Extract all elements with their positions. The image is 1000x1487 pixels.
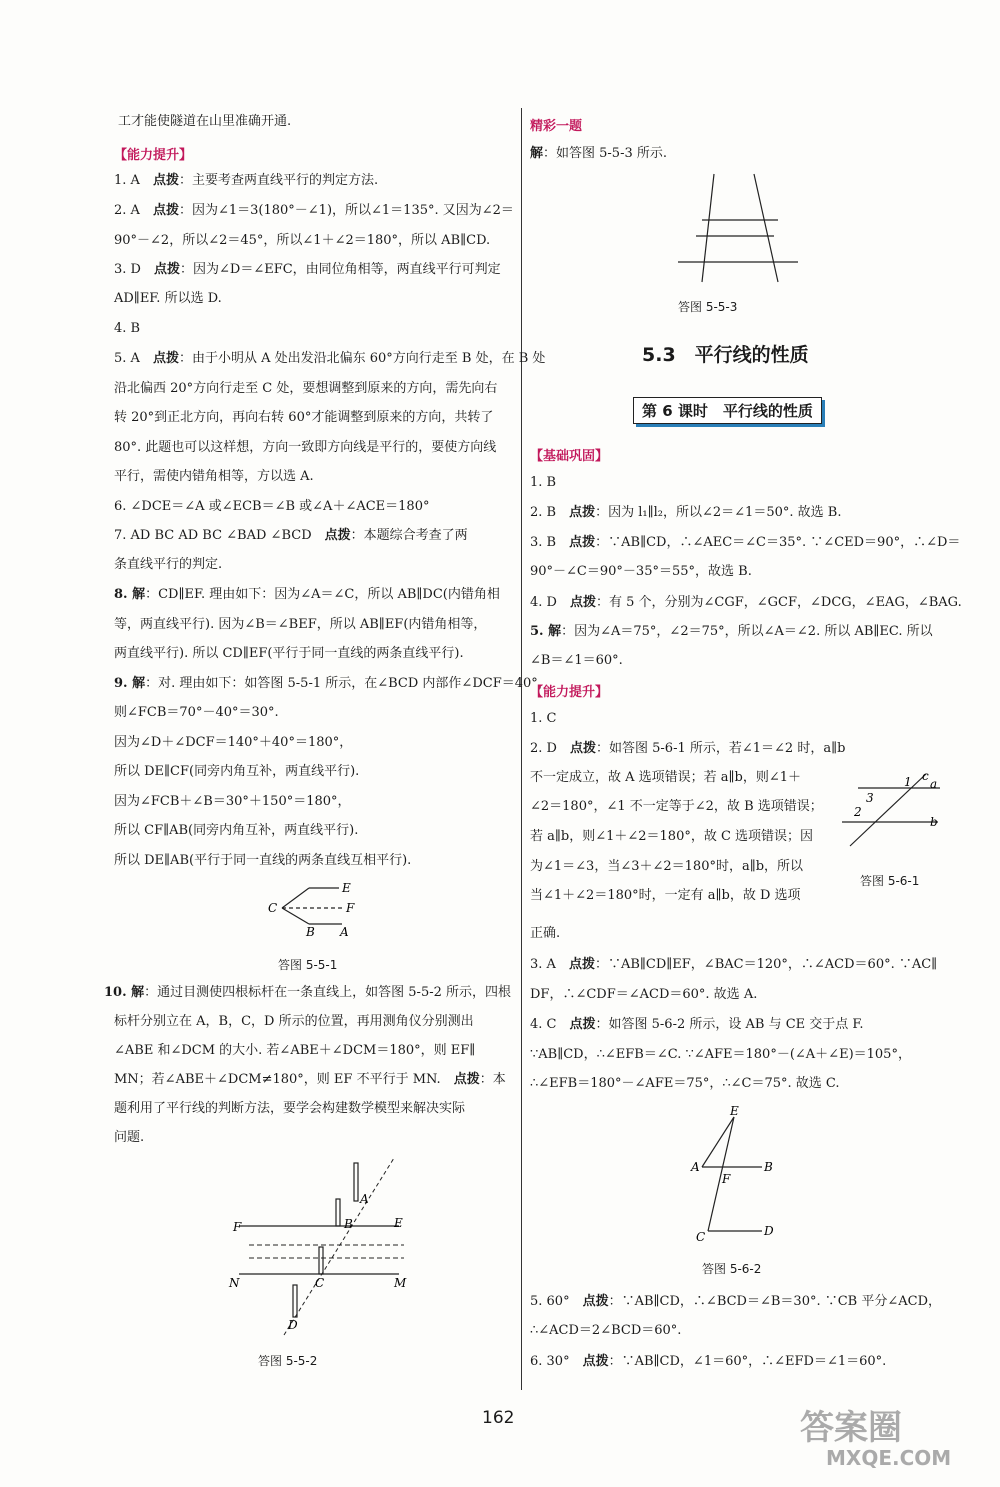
answer-10-cont-5: 问题. [114,1130,145,1145]
answer-3-cont: AD∥EF. 所以选 D. [114,291,222,306]
fig1-label-c: C [268,901,278,915]
ability-answer-3: 3. A 点拨：∵AB∥CD∥EF，∠BAC＝120°，∴∠ACD＝60°. ∵AC∥ [530,957,938,972]
caption-5-6-2: 答图 5-6-2 [702,1262,762,1276]
answer-8: 8. 解：CD∥EF. 理由如下：因为∠A＝∠C，所以 AB∥DC(内错角相 [114,587,500,602]
fig2-label-c: C [315,1276,325,1290]
fig1-label-a: A [340,925,349,938]
basic-answer-3-cont: 90°－∠C＝90°－35°＝55°，故选 B. [530,564,752,579]
ability-answer-4-cont-1: ∵AB∥CD，∴∠EFB＝∠C. ∵∠AFE＝180°－(∠A＋∠E)＝105°， [530,1047,911,1062]
answer-10: 10. 解：通过目测使四根标杆在一条直线上，如答图 5-5-2 所示，四根 [104,985,512,1000]
caption-5-6-1: 答图 5-6-1 [860,874,920,888]
basic-answer-1: 1. B [530,475,557,490]
answer-10-cont-4: 题利用了平行线的判断方法，要学会构建数学模型来解决实际 [114,1101,466,1116]
figure-5-6-1 [838,770,948,870]
answer-10-cont-1: 标杆分别立在 A，B，C，D 所示的位置，再用测角仪分别测出 [114,1014,474,1029]
fig4-label-a: a [930,777,938,791]
fig5-label-f: F [722,1172,731,1186]
section-heading-ability-2: 【能力提升】 [530,685,609,700]
section-heading-ability: 【能力提升】 [114,148,193,163]
fig2-label-a: A [360,1192,369,1206]
fig4-label-3: 3 [866,791,874,805]
answer-5-cont-1: 沿北偏西 20°方向行走至 C 处，要想调整到原来的方向，需先向右 [114,381,498,396]
basic-answer-4: 4. D 点拨：有 5 个，分别为∠CGF，∠GCF，∠DCG，∠EAG，∠BAG. [530,595,962,610]
fig4-label-b: b [930,815,938,829]
ability-answer-5-cont: ∴∠ACD＝2∠BCD＝60°. [530,1323,682,1338]
fig2-label-n: N [229,1276,240,1290]
answer-2-cont: 90°－∠2，所以∠2＝45°，所以∠1＋∠2＝180°，所以 AB∥CD. [114,233,491,248]
ability-answer-2-cont-6: 正确. [530,926,561,941]
fig5-label-e: E [730,1105,739,1118]
ability-answer-2-cont-4: 为∠1＝∠3，当∠3＋∠2＝180°时，a∥b，所以 [530,859,804,874]
fig5-label-d: D [764,1224,774,1238]
answer-9-cont-4: 因为∠FCB＋∠B＝30°＋150°＝180°， [114,794,351,809]
answer-9-cont-3: 所以 DE∥CF(同旁内角互补，两直线平行). [114,764,360,779]
fig4-label-1: 1 [904,775,912,789]
fig4-label-c: c [922,770,929,783]
lesson-title: 第 6 课时 平行线的性质 [633,397,822,424]
watermark-logo: 答案圈 [800,1408,902,1448]
ability-answer-2-cont-1: 不一定成立，故 A 选项错误；若 a∥b，则∠1＋ [530,770,802,785]
ability-answer-4: 4. C 点拨：如答图 5-6-2 所示，设 AB 与 CE 交于点 F. [530,1017,864,1032]
answer-9-cont-2: 因为∠D＋∠DCF＝140°＋40°＝180°， [114,735,353,750]
ability-answer-5: 5. 60° 点拨：∵AB∥CD，∴∠BCD＝∠B＝30°. ∵CB 平分∠ACD， [530,1294,942,1309]
page-number: 162 [482,1408,515,1428]
ability-answer-2: 2. D 点拨：如答图 5-6-1 所示，若∠1＝∠2 时，a∥b [530,741,846,756]
fig4-label-2: 2 [854,805,862,819]
answer-9-cont-1: 则∠FCB＝70°－40°＝30°. [114,705,279,720]
ability-answer-2-cont-3: 若 a∥b，则∠1＋∠2＝180°，故 C 选项错误；因 [530,829,814,844]
fig2-label-m: M [394,1276,407,1290]
answer-1: 1. A 点拨：主要考查两直线平行的判定方法. [114,173,379,188]
answer-7: 7. AD BC AD BC ∠BAD ∠BCD 点拨：本题综合考查了两 [114,528,468,543]
basic-answer-5-cont: ∠B＝∠1＝60°. [530,653,623,668]
fig2-label-e: E [394,1216,403,1230]
answer-5: 5. A 点拨：由于小明从 A 处出发沿北偏东 60°方向行走至 B 处，在 B 处 [114,351,546,366]
figure-5-5-3 [674,170,804,290]
fig2-label-f: F [233,1220,242,1234]
ability-answer-4-cont-2: ∴∠EFB＝180°－∠AFE＝75°，∴∠C＝75°. 故选 C. [530,1076,840,1091]
section-heading-basic: 【基础巩固】 [530,449,609,464]
answer-8-cont-2: 两直线平行). 所以 CD∥EF(平行于同一直线的两条直线平行). [114,646,464,661]
highlight-solution: 解：如答图 5-5-3 所示. [530,146,668,161]
ability-answer-2-cont-2: ∠2＝180°，∠1 不一定等于∠2，故 B 选项错误； [530,799,823,814]
answer-8-cont-1: 等，两直线平行). 因为∠B＝∠BEF，所以 AB∥EF(内错角相等， [114,617,487,632]
answer-5-cont-4: 平行，需使内错角相等，方以选 A. [114,469,314,484]
fig5-label-c: C [696,1230,706,1244]
answer-9: 9. 解：对. 理由如下：如答图 5-5-1 所示，在∠BCD 内部作∠DCF＝40°， [114,676,551,691]
ability-answer-2-cont-5: 当∠1＋∠2＝180°时，一定有 a∥b，故 D 选项 [530,888,801,903]
figure-5-5-1 [264,878,374,938]
caption-5-5-1: 答图 5-5-1 [278,958,338,972]
answer-3: 3. D 点拨：因为∠D＝∠EFC，由同位角相等，两直线平行可判定 [114,262,501,277]
basic-answer-5: 5. 解：因为∠A＝75°，∠2＝75°，所以∠A＝∠2. 所以 AB∥EC. 所以 [530,624,933,639]
caption-5-5-3: 答图 5-5-3 [678,300,738,314]
caption-5-5-2: 答图 5-5-2 [258,1354,318,1368]
answer-9-cont-6: 所以 DE∥AB(平行于同一直线的两条直线互相平行). [114,853,412,868]
section-title: 5.3 平行线的性质 [642,344,809,366]
fig5-label-a: A [691,1160,700,1174]
figure-5-5-2 [224,1155,524,1345]
answer-4: 4. B [114,321,141,336]
basic-answer-3: 3. B 点拨：∵AB∥CD，∴∠AEC＝∠C＝35°. ∵∠CED＝90°，∴∠D＝ [530,535,961,550]
continuation-line: 工才能使隧道在山里准确开通. [118,114,292,129]
basic-answer-2: 2. B 点拨：因为 l₁∥l₂，所以∠2＝∠1＝50°. 故选 B. [530,505,842,520]
fig1-label-e: E [342,881,351,895]
fig2-label-b: B [344,1217,353,1231]
watermark-url: MXQE.COM [826,1446,952,1470]
figure-5-6-2 [690,1105,790,1245]
ability-answer-6: 6. 30° 点拨：∵AB∥CD，∠1＝60°，∴∠EFD＝∠1＝60°. [530,1354,887,1369]
answer-9-cont-5: 所以 CF∥AB(同旁内角互补，两直线平行). [114,823,359,838]
answer-10-cont-2: ∠ABE 和∠DCM 的大小. 若∠ABE＋∠DCM＝180°，则 EF∥ [114,1043,476,1058]
fig1-label-b: B [306,925,315,938]
section-heading-highlight: 精彩一题 [530,119,583,134]
answer-2: 2. A 点拨：因为∠1＝3(180°－∠1)，所以∠1＝135°. 又因为∠2＝ [114,203,514,218]
ability-answer-1: 1. C [530,711,557,726]
answer-6: 6. ∠DCE＝∠A 或∠ECB＝∠B 或∠A＋∠ACE＝180° [114,499,430,514]
answer-10-cont-3: MN；若∠ABE＋∠DCM≠180°，则 EF 不平行于 MN. 点拨：本 [114,1072,506,1087]
fig5-label-b: B [764,1160,773,1174]
answer-5-cont-3: 80°. 此题也可以这样想，方向一致即方向线是平行的，要使方向线 [114,440,497,455]
answer-5-cont-2: 转 20°到正北方向，再向右转 60°才能调整到原来的方向，共转了 [114,410,494,425]
fig2-label-d: D [288,1318,298,1332]
ability-answer-3-cont: DF，∴∠CDF＝∠ACD＝60°. 故选 A. [530,987,758,1002]
fig1-label-f: F [346,901,355,915]
answer-7-cont: 条直线平行的判定. [114,557,223,572]
